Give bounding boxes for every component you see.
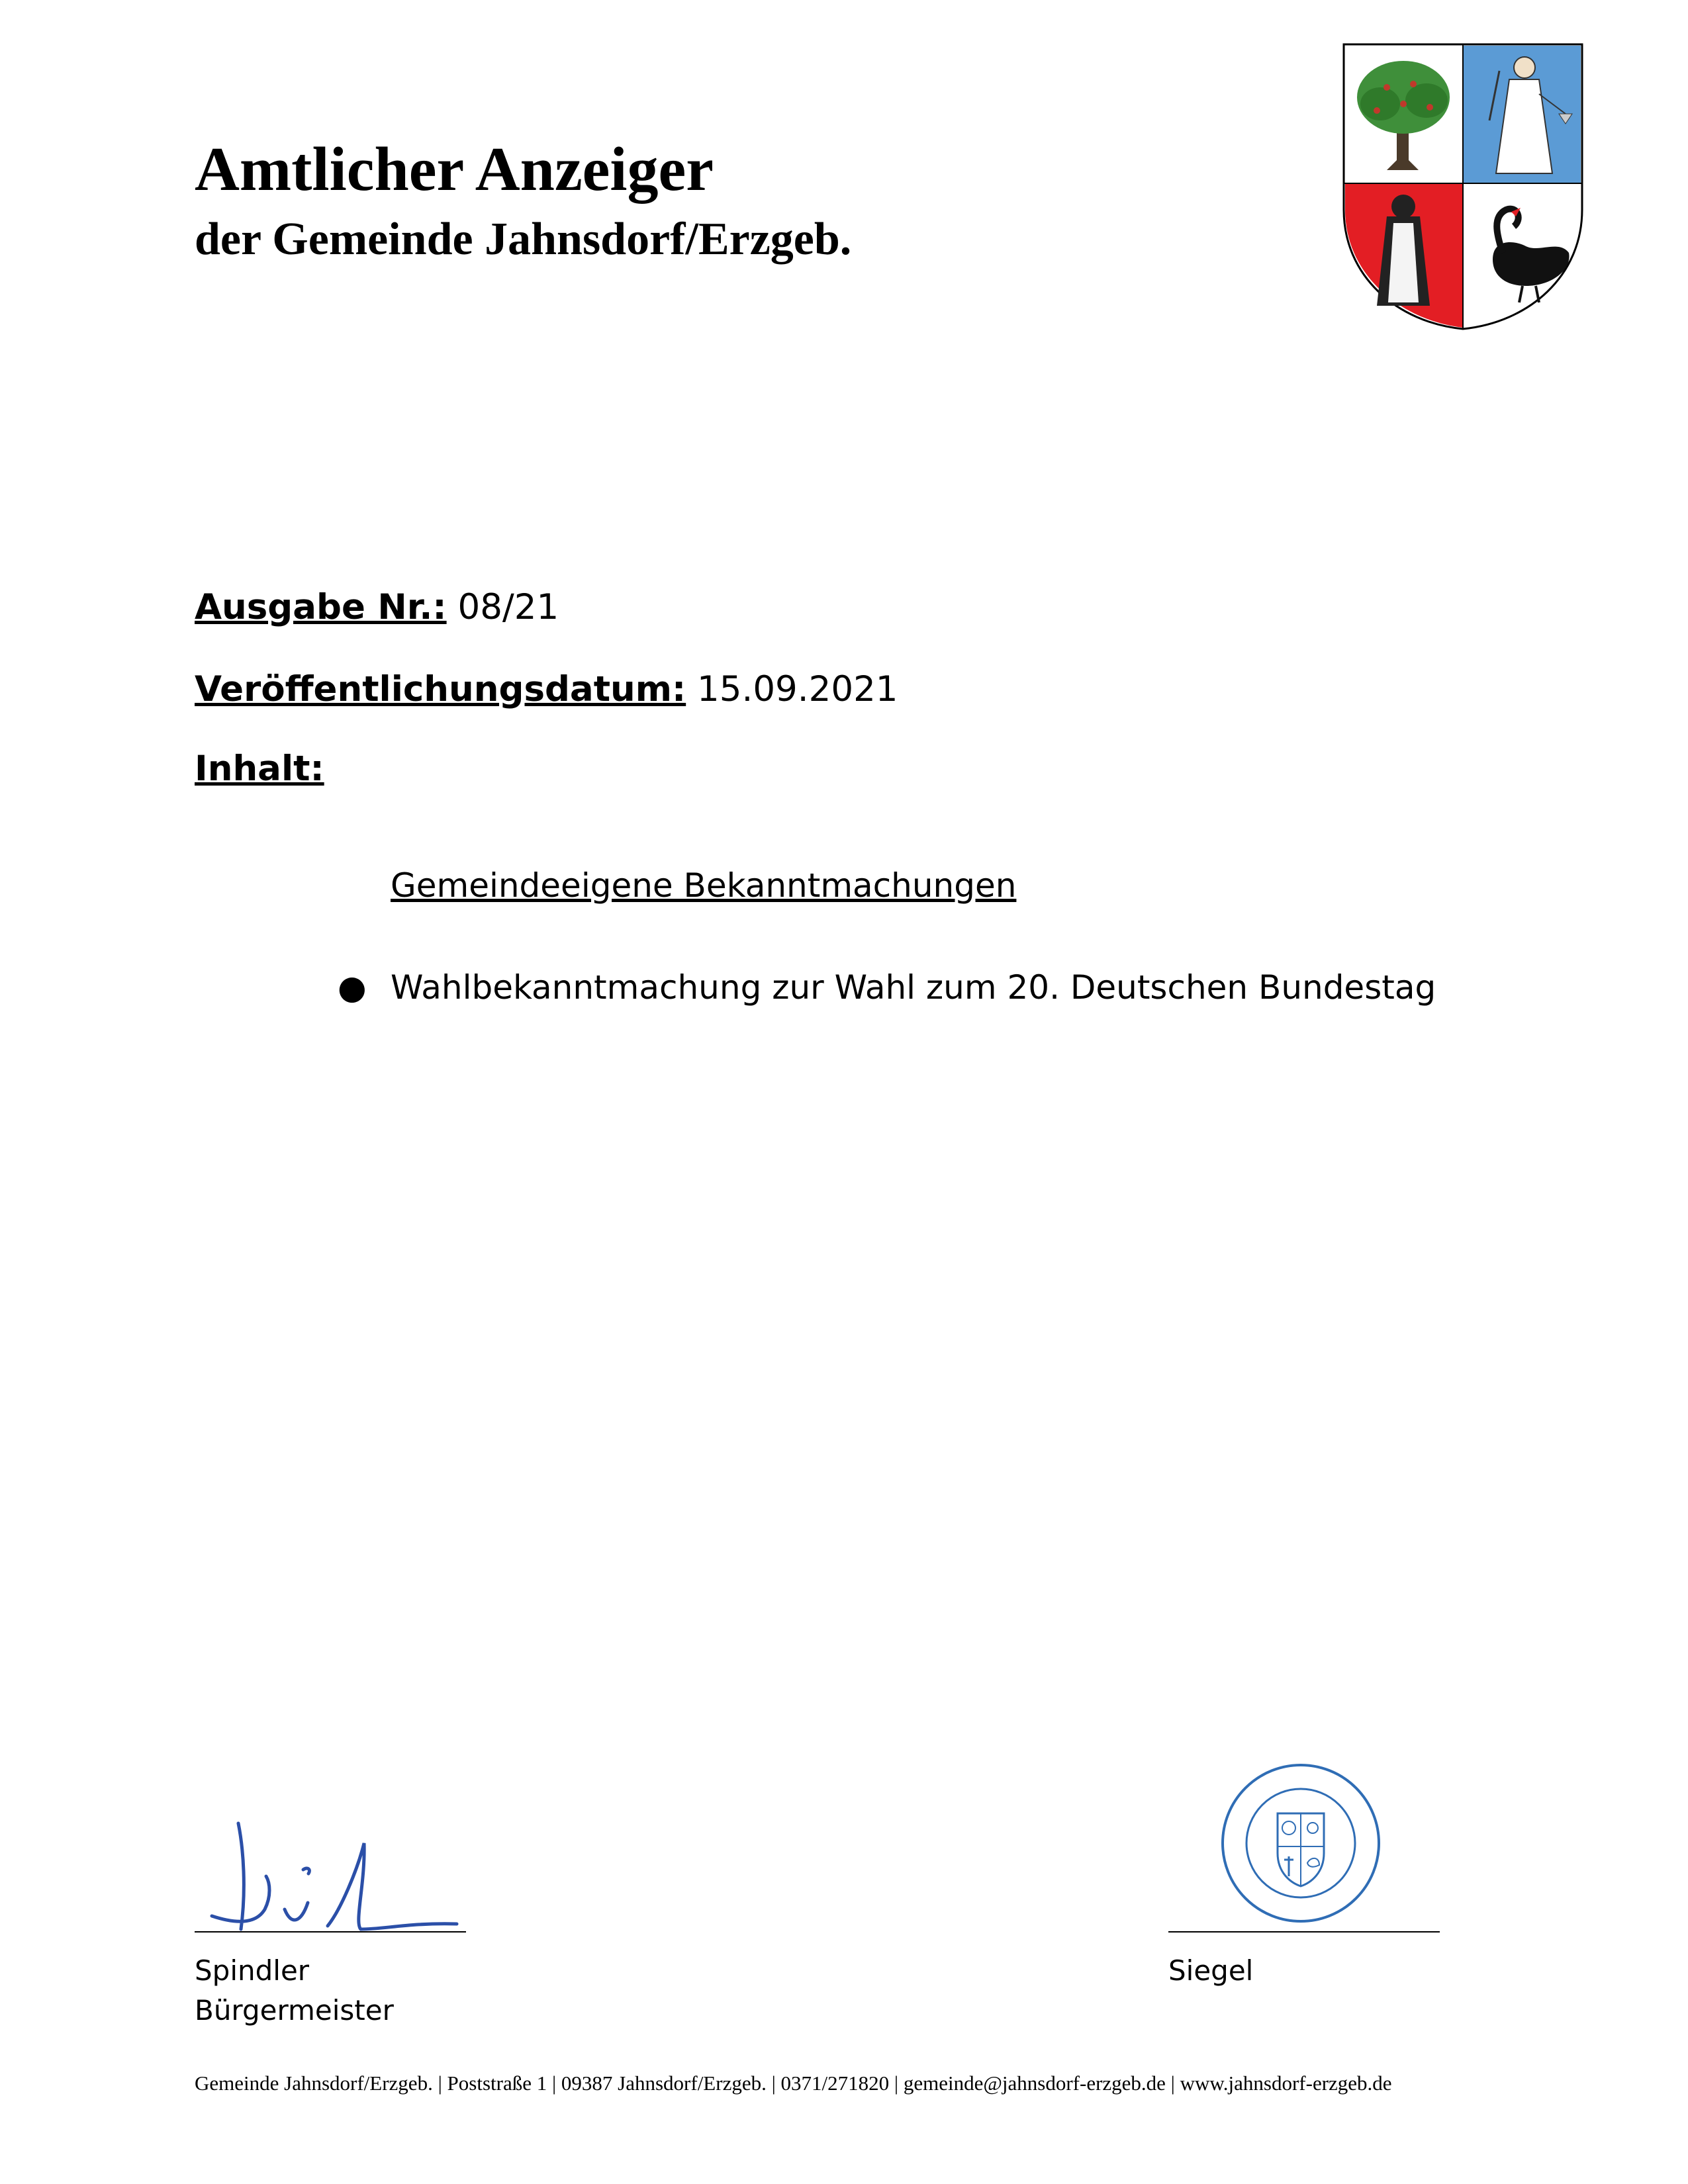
issue-number-value: 08/21	[457, 587, 559, 627]
signature-line-left	[195, 1931, 466, 1933]
signer-name: Spindler	[195, 1954, 310, 1987]
issue-number-field	[195, 586, 559, 629]
official-seal-stamp	[1215, 1760, 1387, 1926]
publication-date-label: Veröffentlichungsdatum:	[195, 669, 686, 709]
publication-date-value: 15.09.2021	[697, 669, 898, 709]
list-item	[338, 968, 1436, 1007]
content-label: Inhalt:	[195, 749, 324, 789]
handwritten-signature	[192, 1810, 477, 1942]
bullet-icon: ●	[338, 968, 367, 1007]
footer-contact: Gemeinde Jahnsdorf/Erzgeb. | Poststraße 1 | 09387 Jahnsdorf/Erzgeb. | 0371/271820 | gemeinde@jahnsdorf-erzgeb.de | www.jahnsdorf-erzgeb.de	[195, 2071, 1392, 2095]
content-field	[195, 748, 324, 790]
section-heading: Gemeindeeigene Bekanntmachungen	[391, 866, 1017, 905]
issue-number-label: Ausgabe Nr.:	[195, 587, 447, 627]
signer-role: Bürgermeister	[195, 1994, 394, 2026]
document-title: Amtlicher Anzeiger	[195, 135, 714, 204]
document-subtitle: der Gemeinde Jahnsdorf/Erzgeb.	[195, 214, 852, 265]
seal-label: Siegel	[1168, 1954, 1254, 1987]
list-item-text: Wahlbekanntmachung zur Wahl zum 20. Deutschen Bundestag	[391, 968, 1436, 1007]
publication-date-field	[195, 668, 898, 711]
coat-of-arms-icon	[1340, 41, 1585, 332]
signature-line-right	[1168, 1931, 1440, 1933]
